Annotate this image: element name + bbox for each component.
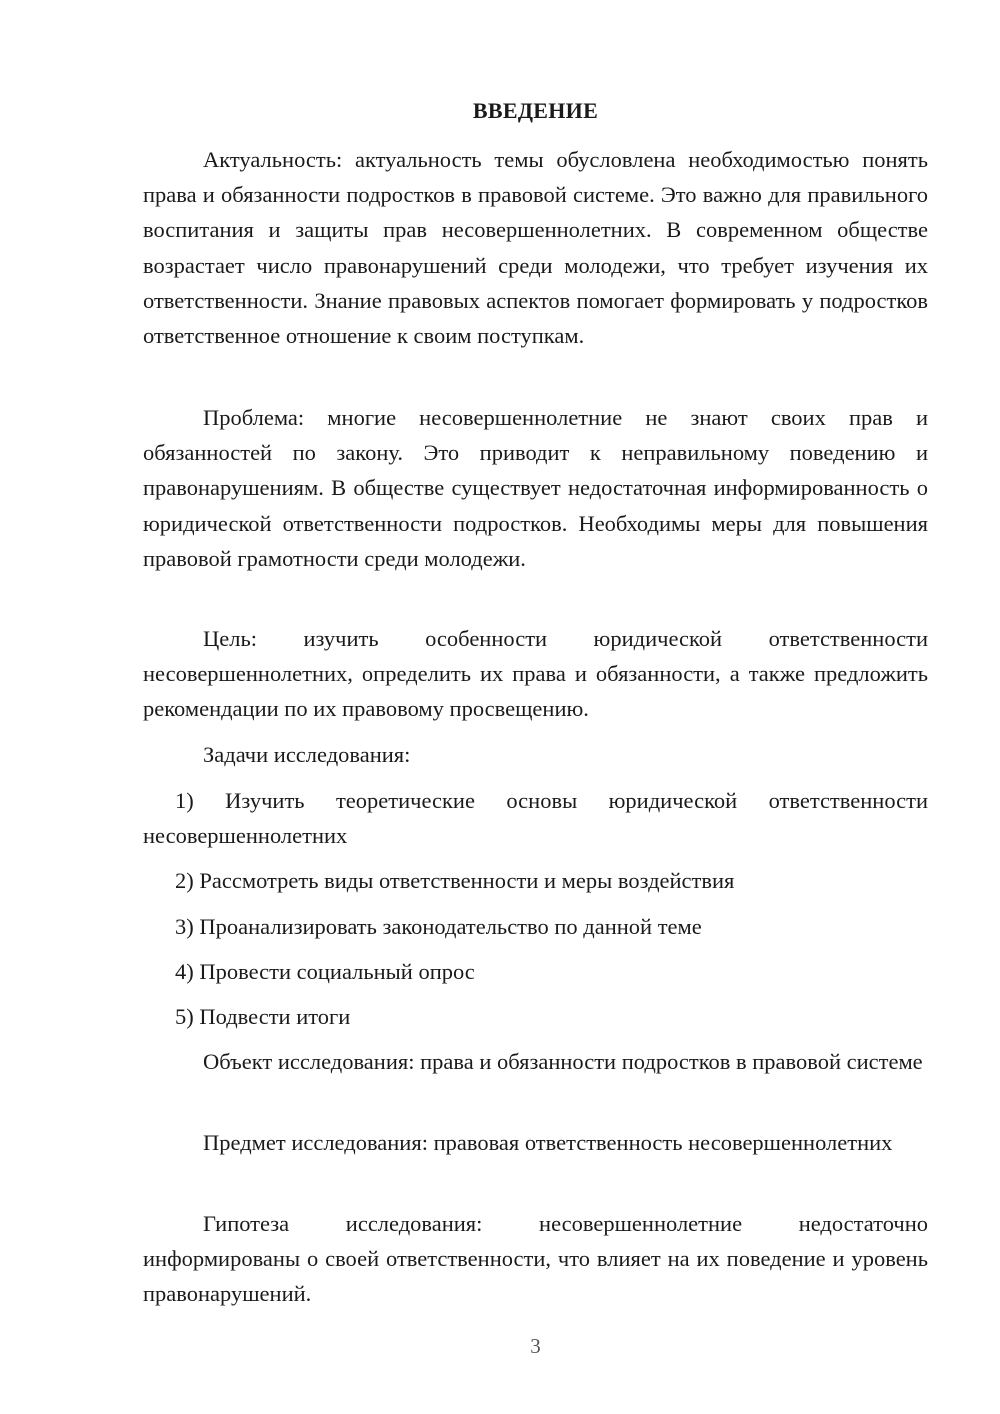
object-paragraph: Объект исследования: права и обязанности подростков в правовой системе bbox=[203, 1049, 923, 1074]
goal-paragraph: Цель: изучить особенности юридической ответственности несовершеннолетних, определить их права и обязанности, а также предложить рекомендации по их правовому просвещению. bbox=[143, 626, 928, 722]
task-item-4: 4) Провести социальный опрос bbox=[175, 959, 475, 984]
task-item-5: 5) Подвести итоги bbox=[175, 1004, 351, 1029]
page-title: ВВЕДЕНИЕ bbox=[472, 98, 599, 123]
document-page bbox=[143, 0, 928, 1414]
task-item-1: 1) Изучить теоретические основы юридической ответственности несовершеннолетних bbox=[143, 788, 928, 849]
task-item-3: 3) Проанализировать законодательство по данной теме bbox=[175, 914, 702, 939]
page-number: 3 bbox=[530, 1334, 541, 1358]
task-item-2: 2) Рассмотреть виды ответственности и меры воздействия bbox=[175, 868, 735, 893]
relevance-paragraph: Актуальность: актуальность темы обусловлена необходимостью понять права и обязанности подростков в правовой системе. Это важно для правильного воспитания и защиты прав несовершеннолетних. В современном обществе возрастает число правонарушений среди молодежи, что требует изучения их ответственности. Знание правовых аспектов помогает формировать у подростков ответственное отношение к своим поступкам. bbox=[143, 147, 928, 349]
hypothesis-paragraph: Гипотеза исследования: несовершеннолетние недостаточно информированы о своей ответственности, что влияет на их поведение и уровень правонарушений. bbox=[143, 1211, 928, 1307]
problem-paragraph: Проблема: многие несовершеннолетние не знают своих прав и обязанностей по закону. Это приводит к неправильному поведению и правонарушениям. В обществе существует недостаточная информированность о юридической ответственности подростков. Необходимы меры для повышения правовой грамотности среди молодежи. bbox=[143, 405, 928, 571]
tasks-heading: Задачи исследования: bbox=[203, 742, 411, 767]
subject-paragraph: Предмет исследования: правовая ответственность несовершеннолетних bbox=[203, 1130, 893, 1155]
